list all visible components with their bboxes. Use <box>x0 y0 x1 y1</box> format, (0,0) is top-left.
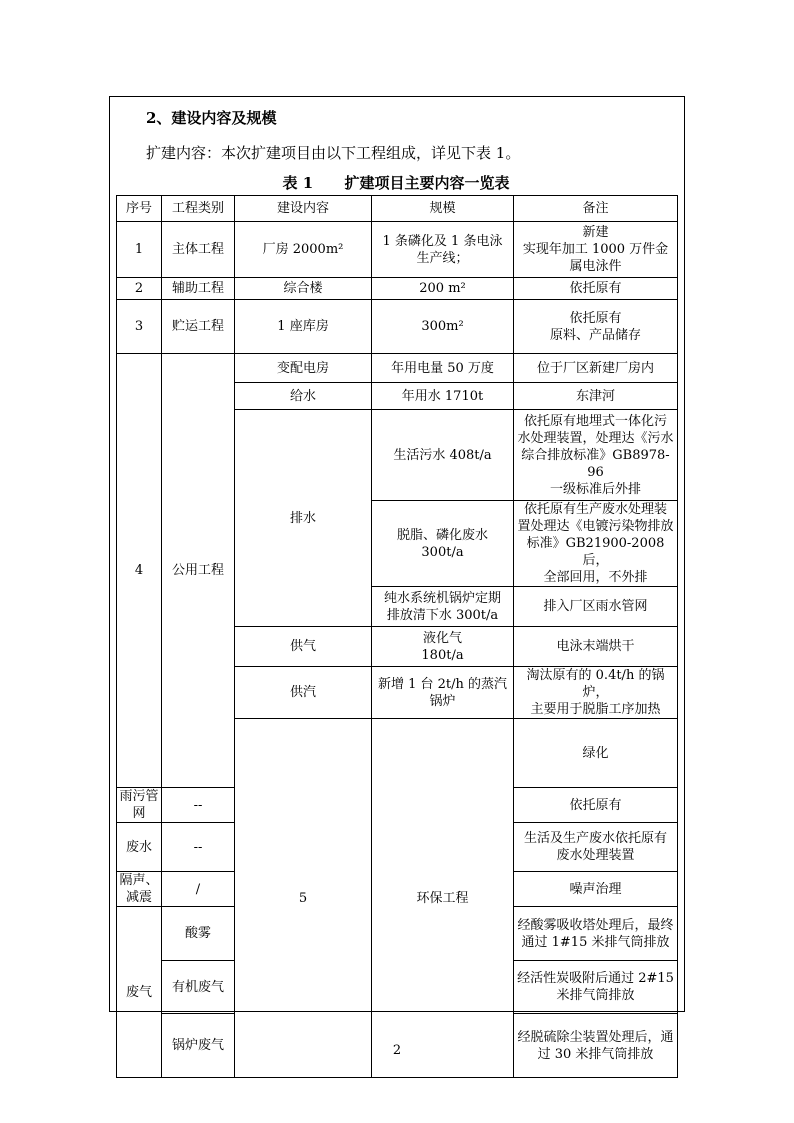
cell-remark: 依托原有 <box>514 788 678 823</box>
header-no: 序号 <box>117 196 162 222</box>
cell-content: 废气 <box>117 907 162 1078</box>
cell-remark: 新建 实现年加工 1000 万件金 属电泳件 <box>514 222 678 278</box>
cell-remark: 依托原有 <box>514 278 678 300</box>
cell-scale: -- <box>162 823 235 872</box>
project-content-table <box>116 195 678 1078</box>
cell-scale: 有机废气 <box>162 961 235 1014</box>
cell-no: 2 <box>117 278 162 300</box>
cell-category: 辅助工程 <box>162 278 235 300</box>
cell-scale: -- <box>162 788 235 823</box>
cell-content: 排水 <box>235 410 372 627</box>
cell-remark: 经活性炭吸附后通过 2#15 米排气筒排放 <box>514 961 678 1014</box>
table-row <box>117 222 678 278</box>
cell-no: 1 <box>117 222 162 278</box>
header-content: 建设内容 <box>235 196 372 222</box>
cell-remark: 淘汰原有的 0.4t/h 的锅炉， 主要用于脱脂工序加热 <box>514 667 678 719</box>
cell-no: 3 <box>117 300 162 354</box>
cell-content: 绿化 <box>514 719 678 788</box>
cell-no: 4 <box>117 354 162 788</box>
table-row <box>117 278 678 300</box>
cell-remark: 生活及生产废水依托原有 废水处理装置 <box>514 823 678 872</box>
cell-content: 隔声、减震 <box>117 872 162 907</box>
cell-content: 废水 <box>117 823 162 872</box>
cell-remark: 东津河 <box>514 383 678 410</box>
cell-content: 1 座库房 <box>235 300 372 354</box>
cell-remark: 经脱硫除尘装置处理后，通 过 30 米排气筒排放 <box>514 1014 678 1078</box>
cell-content: 供汽 <box>235 667 372 719</box>
cell-remark: 依托原有 原料、产品储存 <box>514 300 678 354</box>
page-number: 2 <box>392 1043 402 1058</box>
cell-remark: 经酸雾吸收塔处理后，最终 通过 1#15 米排气筒排放 <box>514 907 678 961</box>
header-scale: 规模 <box>372 196 514 222</box>
intro-paragraph: 扩建内容：本次扩建项目由以下工程组成，详见下表 1。 <box>146 144 521 162</box>
cell-content: 雨污管网 <box>117 788 162 823</box>
cell-category: 环保工程 <box>372 719 514 1078</box>
cell-scale: 脱脂、磷化废水 300t/a <box>372 501 514 587</box>
cell-remark: 依托原有生产废水处理装 置处理达《电镀污染物排放 标准》GB21900-2008 后， 全部回用，不外排 <box>514 501 678 587</box>
cell-category: 贮运工程 <box>162 300 235 354</box>
cell-remark: 依托原有地埋式一体化污 水处理装置，处理达《污水 综合排放标准》GB8978-96 一级标准后外排 <box>514 410 678 501</box>
header-category: 工程类别 <box>162 196 235 222</box>
cell-remark: 噪声治理 <box>514 872 678 907</box>
table-header-row <box>117 196 678 222</box>
cell-content: 给水 <box>235 383 372 410</box>
cell-content: 综合楼 <box>235 278 372 300</box>
cell-scale: 锅炉废气 <box>162 1014 235 1078</box>
cell-category: 主体工程 <box>162 222 235 278</box>
table-row <box>117 300 678 354</box>
table-row <box>117 354 678 383</box>
cell-scale: 纯水系统机锅炉定期 排放清下水 300t/a <box>372 587 514 627</box>
cell-scale: 生活污水 408t/a <box>372 410 514 501</box>
cell-category: 公用工程 <box>162 354 235 788</box>
cell-scale: 年用电量 50 万度 <box>372 354 514 383</box>
cell-scale: 酸雾 <box>162 907 235 961</box>
cell-remark: 排入厂区雨水管网 <box>514 587 678 627</box>
table-caption: 表 1 扩建项目主要内容一览表 <box>282 174 510 192</box>
header-remark: 备注 <box>514 196 678 222</box>
cell-remark: 位于厂区新建厂房内 <box>514 354 678 383</box>
cell-scale: 液化气 180t/a <box>372 627 514 667</box>
cell-scale: 年用水 1710t <box>372 383 514 410</box>
section-title: 2、建设内容及规模 <box>146 109 277 127</box>
cell-scale: 300m² <box>372 300 514 354</box>
cell-content: 供气 <box>235 627 372 667</box>
cell-scale: 200 m² <box>372 278 514 300</box>
cell-remark: 电泳末端烘干 <box>514 627 678 667</box>
cell-content: 厂房 2000m² <box>235 222 372 278</box>
cell-scale: 新增 1 台 2t/h 的蒸汽 锅炉 <box>372 667 514 719</box>
cell-scale: 1 条磷化及 1 条电泳 生产线； <box>372 222 514 278</box>
cell-content: 变配电房 <box>235 354 372 383</box>
cell-scale: / <box>162 872 235 907</box>
cell-no: 5 <box>235 719 372 1078</box>
